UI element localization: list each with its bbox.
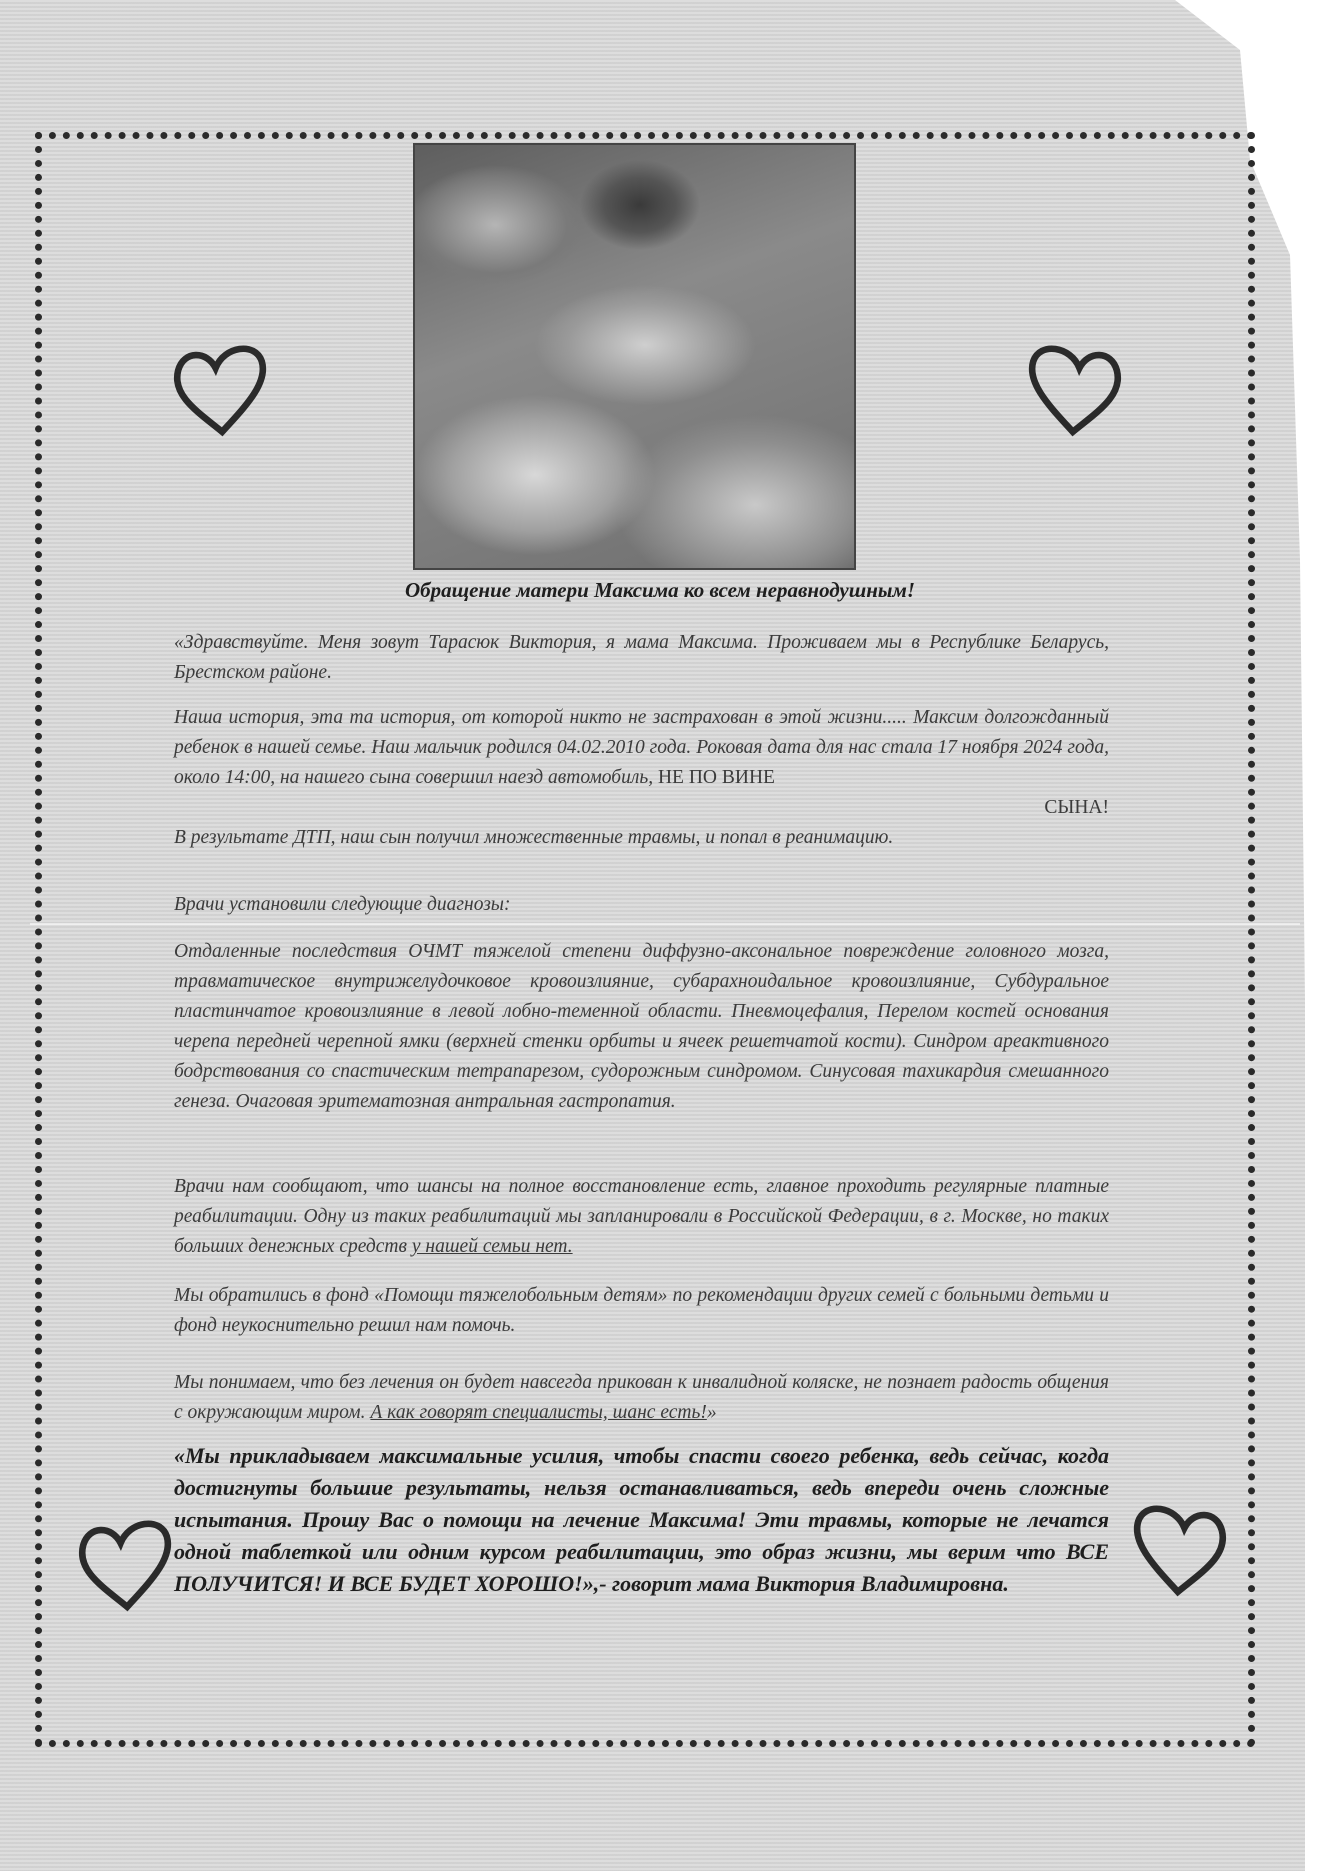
rehab-underlined: у нашей семьи нет. (411, 1236, 573, 1257)
rehab-paragraph (174, 1172, 1109, 1262)
hope-paragraph (174, 1368, 1109, 1428)
hope-underlined: А как говорят специалисты, шанс есть! (370, 1402, 707, 1423)
emphasis-not-fault: НЕ ПО ВИНЕ (657, 767, 775, 788)
emphasis-son: СЫНА! (1044, 797, 1109, 818)
closing-appeal: «Мы прикладываем максимальные усилия, чтобы спасти своего ребенка, ведь сейчас, когда достигнуты большие результаты, нельзя останавливаться, ведь впереди очень сложные испытания. Прошу Вас о помощи на лечение Максима! Эти травмы, которые не лечатся одной таблеткой или одним курсом реабилитации, это образ жизни, мы верим что ВСЕ ПОЛУЧИТСЯ! И ВСЕ БУДЕТ ХОРОШО!»,- говорит мама Виктория Владимировна. (174, 1443, 1109, 1596)
story-result: В результате ДТП, наш сын получил множественные травмы, и попал в реанимацию. (174, 827, 894, 848)
fund-paragraph: Мы обратились в фонд «Помощи тяжелобольным детям» по рекомендации других семей с больными детьми и фонд неукоснительно решил нам помочь. (174, 1285, 1109, 1336)
rehab-text: Врачи нам сообщают, что шансы на полное восстановление есть, главное проходить регулярные платные реабилитации. Одну из таких реабилитаций мы запланировали в Российской Федерации, в г. Москве, но таких больших денежных средств (174, 1176, 1109, 1257)
hope-quote-end: » (706, 1402, 717, 1423)
hope-text: Мы понимаем, что без лечения он будет навсегда прикован к инвалидной коляске, не познает радость общения с окружающим миром. (174, 1372, 1109, 1423)
greeting-paragraph: «Здравствуйте. Меня зовут Тарасюк Виктория, я мама Максима. Проживаем мы в Республике Беларусь, Брестском районе. (174, 632, 1109, 683)
heart-bottom-right-icon (1125, 1495, 1235, 1605)
heart-bottom-left-icon (70, 1510, 180, 1620)
heart-top-right-icon (1020, 335, 1130, 445)
story-text: Наша история, эта та история, от которой никто не застрахован в этой жизни..... Максим долгожданный ребенок в нашей семье. Наш мальчик родился 04.02.2010 года. Роковая дата для нас стала 17 ноября 2024 года, около 14:00, на нашего сына совершил наезд автомобиль, (174, 707, 1109, 788)
diagnoses-intro: Врачи установили следующие диагнозы: (174, 894, 511, 915)
diagnoses-paragraph: Отдаленные последствия ОЧМТ тяжелой степени диффузно-аксональное повреждение головного мозга, травматическое внутрижелудочковое кровоизлияние, субарахноидальное кровоизлияние, Субдуральное пластинчатое кровоизлияние в левой лобно-теменной области. Пневмоцефалия, Перелом костей основания черепа передней черепной ямки (верхней стенки орбиты и ячеек решетчатой кости). Синдром ареактивного бодрствования со спастическим тетрапарезом, судорожным синдромом. Синусовая тахикардия смешанного генеза. Очаговая эритематозная антральная гастропатия. (174, 941, 1109, 1112)
boy-photo (413, 143, 856, 570)
story-paragraph (174, 703, 1109, 853)
heart-top-left-icon (165, 335, 275, 445)
page-title: Обращение матери Максима ко всем неравнодушным! (404, 578, 916, 602)
